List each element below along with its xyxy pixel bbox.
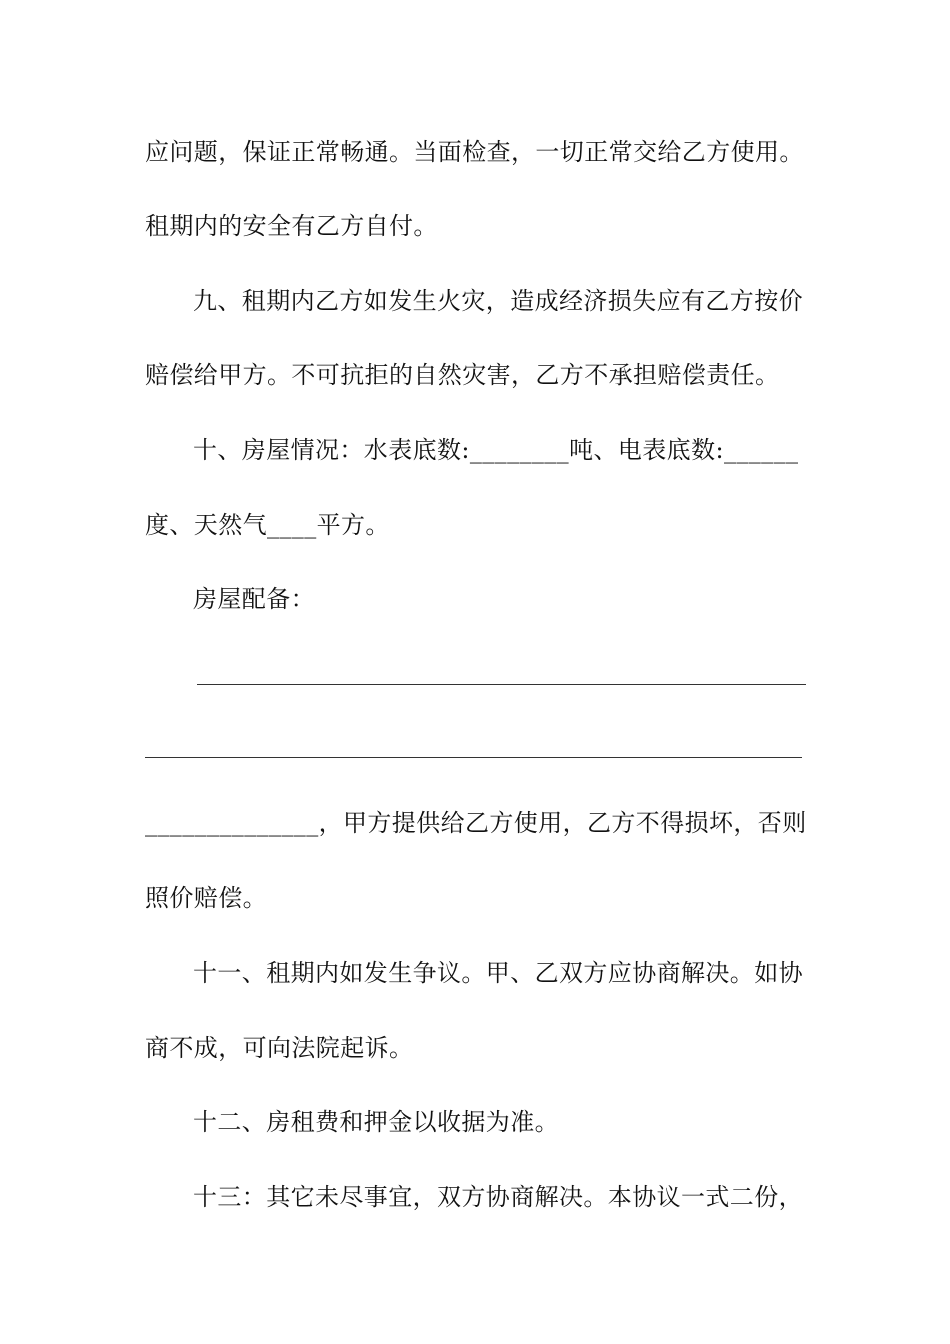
text-line: 商不成，可向法院起诉。 — [145, 1034, 414, 1062]
house-equipment-label: 房屋配备： — [193, 585, 315, 613]
clause-10-line: 十、房屋情况：水表底数:________吨、电表底数:______ — [193, 436, 799, 464]
blank-fill-line — [145, 757, 802, 758]
text-line: ______________，甲方提供给乙方使用，乙方不得损坏，否则 — [145, 809, 807, 837]
clause-12-line: 十二、房租费和押金以收据为准。 — [193, 1108, 559, 1136]
text-line: 租期内的安全有乙方自付。 — [145, 212, 438, 240]
clause-13-line: 十三：其它未尽事宜，双方协商解决。本协议一式二份， — [193, 1183, 803, 1211]
text-line: 应问题，保证正常畅通。当面检查，一切正常交给乙方使用。 — [145, 138, 804, 166]
text-line: 度、天然气____平方。 — [145, 511, 390, 539]
text-line: 赔偿给甲方。不可抗拒的自然灾害，乙方不承担赔偿责任。 — [145, 361, 780, 389]
blank-fill-line — [197, 684, 806, 685]
clause-9-line: 九、租期内乙方如发生火灾，造成经济损失应有乙方按价 — [193, 287, 803, 315]
clause-11-line: 十一、租期内如发生争议。甲、乙双方应协商解决。如协 — [193, 959, 803, 987]
text-line: 照价赔偿。 — [145, 884, 267, 912]
